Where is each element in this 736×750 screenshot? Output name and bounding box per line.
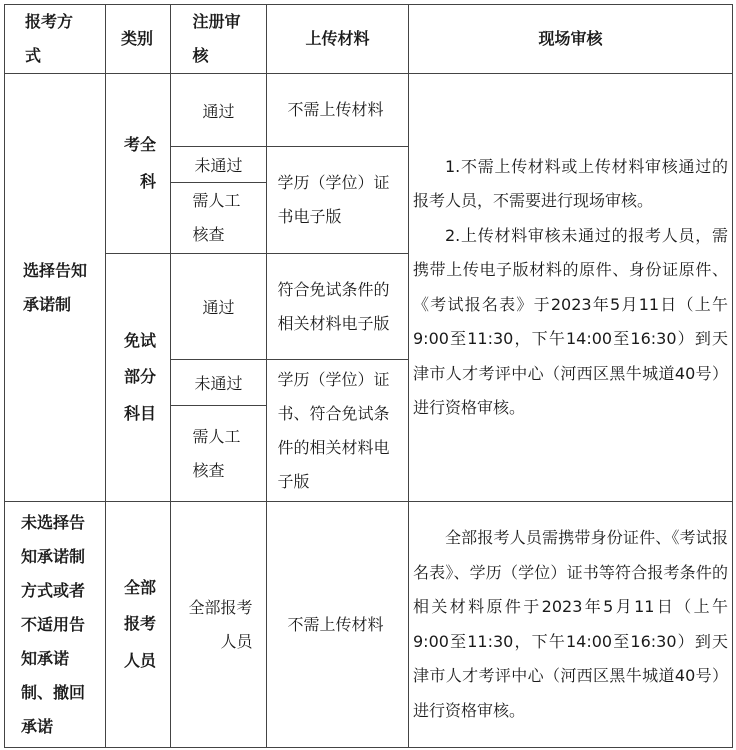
table-row bbox=[5, 502, 733, 748]
header-upload-materials: 上传材料 bbox=[267, 5, 409, 74]
method-cell-no-commitment: 未选择告知承诺制方式或者不适用告知承诺制、撤回承诺 bbox=[5, 502, 106, 748]
onsite-paragraph-2: 2.上传材料审核未通过的报考人员，需携带上传电子版材料的原件、身份证原件、《考试报名表》于2023年5月11日（上午9:00至11:30，下午14:00至16:30）到天津市人才考评中心（河西区黑牛城道40号）进行资格审核。 bbox=[413, 225, 728, 417]
onsite-cell-commitment bbox=[409, 74, 733, 502]
category-cell-full-exam: 考全科 bbox=[106, 74, 171, 254]
upload-cell: 不需上传材料 bbox=[267, 502, 409, 748]
upload-cell: 符合免试条件的相关材料电子版 bbox=[267, 254, 409, 360]
upload-cell: 学历（学位）证书、符合免试条件的相关材料电子版 bbox=[267, 360, 409, 502]
upload-cell: 学历（学位）证书电子版 bbox=[267, 147, 409, 254]
registration-cell: 未通过 bbox=[171, 147, 267, 183]
registration-cell: 未通过 bbox=[171, 360, 267, 406]
header-category: 类别 bbox=[106, 5, 171, 74]
table-row bbox=[5, 74, 733, 147]
category-cell-all: 全部报考人员 bbox=[106, 502, 171, 748]
registration-cell: 需人工核查 bbox=[171, 183, 267, 254]
header-onsite-review: 现场审核 bbox=[409, 5, 733, 74]
onsite-paragraph: 全部报考人员需携带身份证件、《考试报名表》、学历（学位）证书等符合报考条件的相关材料原件于2023年5月11日（上午9:00至11:30，下午14:00至16:30）到天津市人才考评中心（河西区黑牛城道40号）进行资格审核。 bbox=[413, 528, 728, 720]
category-cell-exempt: 免试部分科目 bbox=[106, 254, 171, 502]
header-method: 报考方式 bbox=[5, 5, 106, 74]
method-cell-commitment: 选择告知承诺制 bbox=[5, 74, 106, 502]
qualification-review-table bbox=[4, 4, 733, 748]
onsite-paragraph-1: 1.不需上传材料或上传材料审核通过的报考人员，不需要进行现场审核。 bbox=[413, 156, 728, 210]
upload-cell: 不需上传材料 bbox=[267, 74, 409, 147]
registration-cell: 通过 bbox=[171, 74, 267, 147]
registration-cell: 需人工核查 bbox=[171, 406, 267, 502]
registration-cell: 全部报考人员 bbox=[171, 502, 267, 748]
header-row bbox=[5, 5, 733, 74]
header-registration-review: 注册审核 bbox=[171, 5, 267, 74]
registration-cell: 通过 bbox=[171, 254, 267, 360]
onsite-cell-no-commitment bbox=[409, 502, 733, 748]
